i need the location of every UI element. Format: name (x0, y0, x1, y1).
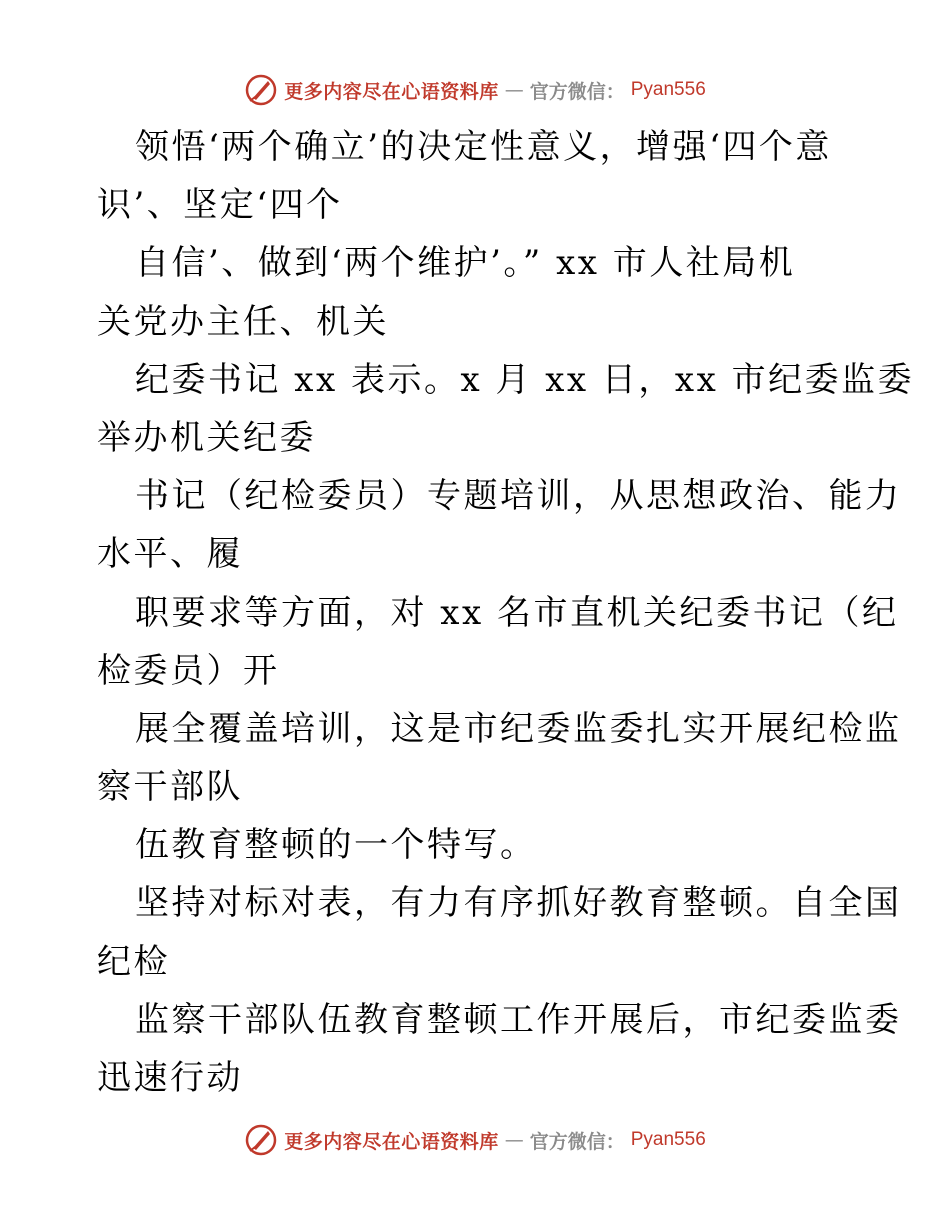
text-line: 坚持对标对表，有力有序抓好教育整顿。自全国 (135, 883, 902, 924)
text-line: 识’、坚定‘四个 (97, 185, 343, 226)
text-line: 纪委书记 xx 表示。x 月 xx 日，xx 市纪委监委 (135, 359, 915, 400)
text-line: 书记（纪检委员）专题培训，从思想政治、能力 (135, 476, 902, 517)
text-line: 举办机关纪委 (97, 417, 316, 458)
text-line: 展全覆盖培训，这是市纪委监委扎实开展纪检监 (135, 708, 902, 749)
watermark-label: 官方微信： (529, 80, 625, 103)
text-line: 水平、履 (97, 534, 243, 575)
watermark-text: 更多内容尽在心语资料库 (284, 80, 499, 103)
text-line: 领悟‘两个确立’的决定性意义，增强‘四个意 (135, 127, 832, 167)
header-watermark (0, 70, 950, 110)
text-line: 察干部队 (97, 767, 243, 808)
watermark-dash: — (504, 79, 524, 101)
text-line: 伍教育整顿的一个特写。 (135, 825, 537, 866)
text-line: 迅速行动 (97, 1058, 243, 1098)
text-line: 监察干部队伍教育整顿工作开展后，市纪委监委 (135, 999, 902, 1040)
text-line: 关党办主任、机关 (97, 301, 389, 342)
footer-watermark (0, 1120, 950, 1160)
watermark-id: Pyan556 (630, 1129, 706, 1150)
quill-seal-icon (244, 73, 278, 107)
quill-seal-icon (244, 1123, 278, 1157)
text-line: 纪检 (97, 941, 170, 982)
watermark-text: 更多内容尽在心语资料库 (284, 1130, 499, 1153)
watermark-dash: — (504, 1129, 524, 1151)
watermark-id: Pyan556 (630, 79, 706, 100)
text-line: 自信’、做到‘两个维护’。” xx 市人社局机 (135, 243, 796, 284)
text-line: 职要求等方面，对 xx 名市直机关纪委书记（纪 (135, 592, 899, 633)
watermark-label: 官方微信： (529, 1130, 625, 1153)
text-line: 检委员）开 (97, 650, 280, 691)
document-body (97, 118, 915, 1107)
